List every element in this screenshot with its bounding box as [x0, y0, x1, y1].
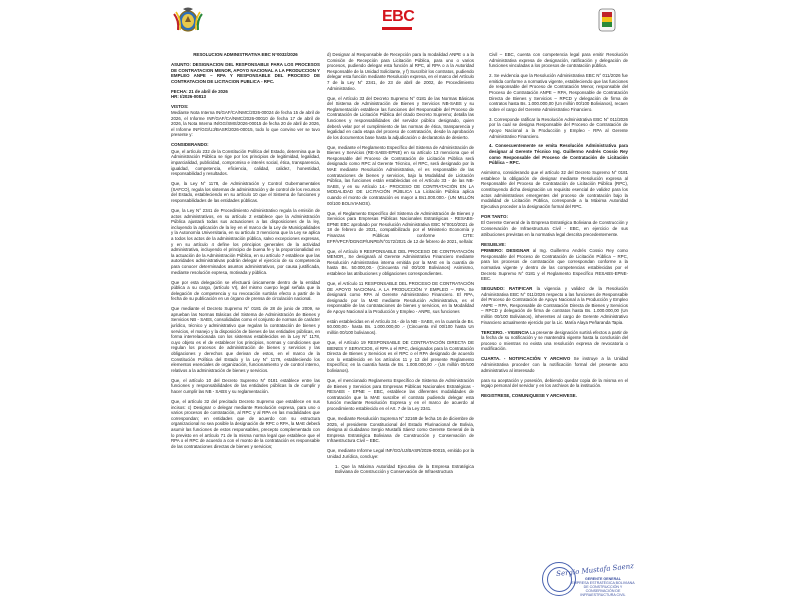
- column-1: [171, 52, 320, 454]
- body-paragraph: Que, el Artículo 11 RESPONSABLE DEL PROCESO DE CONTRATACIÓN DE APOYO NACIONAL A LA PRODUCCIÓN Y EMPLEO – RPA. Se designará como RPA al Gerente Administrativo Financiero. El RPA, designado por la MAE mediante Resolución Administrativa, es el responsable de las contrataciones de bienes y servicios, en la Modalidad de Apoyo Nacional a la Producción y Empleo - ANPE, sus funciones: [327, 280, 474, 314]
- considerando-paragraph: Que, la Ley N° 2341 de Procedimiento Administrativo regula la emisión de actos administrativos, en su artículo 2 establece que la Administración Pública ajustará todas sus actuaciones a las disposiciones de la ley, incluyendo la aplicación de la ley en el marco de la Ley de Municipalidades y la Autonomía Universitaria, en su artículo 3 menciona que la Ley se aplica a todos los actos de la administración pública, salvo excepciones expresas, y en su artículo 4 define los principios generales de la actividad administrativa, incluyendo el principio de buena fe y la proporcionalidad en la actuación de la Administración Pública, en su artículo 7 establece que las autoridades administrativas podrán delegar el ejercicio de su competencia para conocer determinados asuntos administrativos, por causa justificada, mediante resolución expresa, motivada y pública.: [171, 208, 320, 275]
- article-heading: TERCERO. - VIGENCIA: [481, 329, 529, 335]
- considerando-paragraph: Que, el artículo 32 del precitado Decreto Supremo que establece en sus incisos: c) Designar o delegar mediante Resolución expresa, para uno o varios procesos de contratación, al RPC y al RPA en las modalidades que correspondan; en entidades que de acuerdo con su estructura organizacional no sea posible la designación de RPC o RPA, la MAE deberá asumir las funciones de estos responsables, precepto complementado con lo previsto en el artículo 71 de la misma norma legal que establece que el RPA o el RPC de acuerdo a con el monto de la contratación es responsable de las contrataciones directas de bienes y servicios;: [171, 398, 320, 449]
- article-text: la vigencia y validez de la Resolución Administrativa EBC N° 011/2026 respecto a las funciones de Responsable del Proceso de Contratación de Apoyo Nacional a la Producción y Empleo ANPE – RPA, Responsable de Contratación Directa de Bienes y Servicios – RPCD y delegación de firma de contratos hasta Bs. 1.000.000,00 (Un millón 00/100 Bolivianos), inherentes al cargo de Gerente Administrativo Financiero actualmente ejercido por la Lic. María Alaya Peñaranda Tapia.: [481, 286, 629, 325]
- body-paragraph: Que, mediante Resolución Suprema N° 32169 de fecha 16 de diciembre de 2025, el presidente Constitucional del Estado Plurinacional de Bolivia, designa al ciudadano Sergio Mustafá Sáenz como Gerente General de la Empresa Estratégica Boliviana de Construcción y Conservación de Infraestructura Civil – EBC.: [327, 415, 474, 444]
- asunto: ASUNTO: DESIGNACION DEL RESPONSABLE PARA LOS PROCESOS DE CONTRATACION MENOR, APOYO NACIONAL A LA PRODUCCION Y EMPLEO ANPE – RPA Y RESPONSABLE DEL PROCESO DE CONTRATACION DE LICITACION PUBLICA - RPC.: [171, 61, 320, 84]
- body-paragraph: Que, el Artículo 19 RESPONSABLE DE CONTRATACIÓN DIRECTA DE BIENES Y SERVICIOS, el RPA o el RPC, designados para la Contratación Directa de Bienes y Servicios es el RPC o el RPA designado de acuerdo con lo establecido en los artículos 11 y 13 del presente Reglamento Específico; en la cuantía hasta de Bs. 1.000.000,00 .- (Un millón 00/100 bolivianos).: [327, 340, 474, 374]
- article-segundo: [481, 286, 628, 325]
- numbered-item: 1. Que la Máxima Autoridad Ejecutiva de la Empresa Estratégica Boliviana de Construcción y Conservación de Infraestructura: [335, 463, 474, 475]
- body-paragraph: están establecidas en el Artículo 34.- de la NB - SABS, en la cuantía de Bs. 50.000,00.- hasta Bs. 1.000.000,00 .- (Cincuenta mil 00/100 hasta Un millón 00/100 bolivianos).: [327, 318, 474, 336]
- column-2: [327, 52, 474, 479]
- body-paragraph: Que, mediante el Reglamento Específico del Sistema de Administración de Bienes y Servicios (RE-SABS-EPNE) en su artículo 13 menciona que el Responsable del Proceso de Contratación de Licitación Pública será designado como RPC al Gerente Técnico, el RPC, será designado por la MAE mediante Resolución Administrativa, el es responsable de las contrataciones de bienes y servicios, bajo la Modalidad de Licitación Pública, las funciones están establecidas en el Artículo 33 - de las NB-SABS, y en su Artículo 14.- PROCESO DE CONTRATACIÓN EN LA MODALIDAD DE LICITACIÓN PÚBLICA La Licitación Pública aplica cuando el monto de contratación es mayor a Bs1.000.000.- (UN MILLÓN 00/100 BOLIVIANOS).: [327, 144, 474, 206]
- considerando-paragraph: Que por esta delegación se efectuará únicamente dentro de la entidad pública a su cargo, (artículo VI), del mismo cuerpo legal señala que la delegación de competencia y su revocación surtirán efecto a partir de la fecha de su publicación en un órgano de prensa de circulación nacional.: [171, 279, 320, 302]
- article-text: al Ing. Guillermo Andrés Cossio Rey como Responsable del Proceso de Contratación de Licitación Pública – RPC, para los procesos de contratación que correspondan conforme a la normativa vigente y dentro de las competencias establecidas por el Decreto Supremo N° 0181 y el Reglamento Específico RESABS-EPNE-EBC.: [481, 248, 628, 282]
- body-paragraph: Que, el mencionado Reglamento Específico de Sistema de Administración de Bienes y Servicios para Empresas Públicas Nacionales Estratégicas - RESABS - EPNE – EBC, establece las diferentes modalidades de contratación que la MAE suscribe el contrato pudiendo delegar esta función mediante Resolución Expresa y en el marco de acuerdo al procedimiento establecido en el Art. 7 de la Ley 2341.: [327, 378, 474, 411]
- vistos-text: Mediante Nota Interna IN/GAF/CA/NMC/2026-00024 de fecha 15 de abril de 2026, el Informe INF/GAF/CA/NMC/2026-00010 de fecha 17 de abril de 2026, la Nota Interna IN/GG/SMS/2026-00015 de fecha 20 de abril de 2026, el Informe INF/GG/UJ/BASR/2026-00015, todo lo que convino ver se tuvo presente y:: [171, 109, 320, 138]
- numbered-item: 3. Corresponde ratificar la Resolución Administrativa EBC N° 011/2026 por la cual se designa Responsable del Proceso de Contratación de Apoyo Nacional a la Producción y Empleo - RPA al Gerente Administrativo Financiero.: [489, 116, 628, 139]
- ebc-logo-text: EBC: [382, 8, 415, 25]
- closing-line: REGISTRESE, COMUNIQUESE Y ARCHIVESE.: [481, 393, 577, 399]
- numbered-item: 4. Consecuentemente se emita Resolución Administrativa para designar al Gerente Técnico Ing. Guillermo Andrés Cossio Rey como Responsable del Proceso de Contratación de Licitación Pública – RPC.: [489, 143, 628, 166]
- bolivia-coat-of-arms-icon: [170, 6, 206, 36]
- article-tercero: [481, 330, 628, 352]
- body-paragraph: Que, mediante Informe Legal INF/GG/UJ/BASR/2026-00015, emitido por la Unidad Jurídica, concluye:: [327, 448, 474, 459]
- signature-name: Sergio Mustafa Saenz: [555, 562, 635, 579]
- body-paragraph: Que, el Artículo 9 RESPONSABLE DEL PROCESO DE CONTRATACIÓN MENOR,, Se designará al Gerente Administrativo Financiero mediante Resolución Administrativa interna emitida por la MAE en la cuantía de hasta Bs. 50.000,00.- (Cincuenta mil 00/100 Bolivianos) Asimismo, establece las atribuciones y obligaciones correspondientes.: [327, 248, 474, 276]
- considerando-paragraph: Que, el artículo 232 de la Constitución Política del Estado, determina que la Administración Pública se rige por los principios de legitimidad, legalidad, imparcialidad, publicidad, compromiso e interés social, ética, transparencia, igualdad, competencia, eficiencia, calidad, calidez, honestidad, responsabilidad y resultados.: [171, 148, 320, 177]
- article-primero: [481, 248, 628, 282]
- ebc-emblem-icon: [596, 6, 618, 36]
- por-tanto-heading: POR TANTO:: [481, 213, 508, 219]
- numbered-item: 2. Se evidencia que la Resolución Administrativa EBC N° 011/2026 fue emitida conforme a normativa vigente, estableciendo que las funciones de responsable del Proceso de Contratación Menor, responsable del Proceso de Contratación ANPE – RPA, Responsable de Contratación Directa de Bienes y Servicios – RPCD y delegación de firma de contratos hasta Bs. 1.000.000,00 (Un millón 00/100 Bolivianos), recaen sobre el cargo del Gerente Administrativo Financiero.: [489, 73, 628, 112]
- body-paragraph: Que, el Artículo 33 del Decreto Supremo N° 0181 de las Normas Básicas del Sistema de Administración de Bienes y Servicios NB-SABS y su Reglamentación establece las funciones del Responsable del Proceso de Contratación de Licitación Pública del citado Decreto Supremo; detalla las funciones y responsabilidades del servidor público designado, quien deberá velar por el cumplimiento de las normas de ética, transparencia y legalidad en cada etapa del proceso de contratación, desde la aprobación de los documentos base hasta la adjudicación o declaratoria de desierto.: [327, 95, 474, 140]
- article-heading: PRIMERO: DESIGNAR: [481, 248, 530, 254]
- ebc-logo-bar: [382, 27, 412, 30]
- hoja-de-ruta: HR: I/2026-00813: [171, 94, 206, 100]
- considerando-paragraph: Que mediante el Decreto Supremo N° 0181 de 28 de junio de 2009, se aprueban las Normas Básicas del Sistema de Administración de Bienes y Servicios NB - SABS, consolidadas como el conjunto de normas de carácter jurídico, técnico y administrativo que regulan la contratación de bienes y servicios, el manejo y la disposición de bienes de las entidades públicas, en forma interrelacionada con los sistemas establecidos en la Ley N° 1178, cuyo objeto es el de establecer los principios, normas y condiciones que regulan los procesos de administración de bienes y servicios y las obligaciones y derechos que derivan de estos, en el marco de la Constitución Política del Estado y la Ley N° 1178, estableciendo los elementos esenciales de organización, funcionamiento y de control interno, relativos a la administración de bienes y servicios.: [171, 306, 320, 373]
- ebc-logo: [382, 8, 414, 38]
- resuelve-heading: RESUELVE:: [481, 241, 506, 247]
- article-heading: CUARTA. - NOTIFICACIÓN Y ARCHIVO: [481, 356, 571, 362]
- considerando-heading: CONSIDERANDO:: [171, 142, 209, 148]
- article-cuarto: [481, 356, 628, 373]
- signature-title-line: EMPRESA ESTRATÉGICA BOLIVIANA DE CONSTRUCCIÓN Y: [571, 581, 635, 589]
- signature-title-line: CONSERVACIÓN DE INFRAESTRUCTURA CIVIL: [580, 589, 626, 597]
- signature-title-line: GERENTE GENERAL: [585, 577, 621, 581]
- body-paragraph: Que, el Reglamento Específico del Sistema de Administración de Bienes y Servicios para Empresas Públicas Nacionales Estratégicas - RESABS-EPNE EBC aprobado por Resolución Administrativa EBC N°0010/2021 de 18 de febrero de 2021, compatibilizado por el Ministerio Economía y Finanzas Públicas conforme CITE: EFP/VPCF/DGNGP/UNPE/N°0172/2021 de 12 de febrero de 2021, señala:: [327, 210, 474, 244]
- body-paragraph: para su aceptación y posesión, debiendo quedar copia de la misma en el legajo personal del servidor y en los archivos de la institución.: [481, 377, 628, 389]
- body-paragraph: d) Designar al Responsable de Recepción para la modalidad ANPE o a la Comisión de Recepción para Licitación Pública, para uno o varios procesos, pudiendo delegar esta función al RPC, al RPA o a la Autoridad Responsable de la Unidad Solicitante, y f) Suscribir los contratos, pudiendo delegar esta función mediante Resolución expresa, en el marco del Artículo 7 de la Ley N° 2341, de 23 de abril de 2002, de Procedimiento Administrativo.: [327, 52, 474, 91]
- numbered-item: Civil – EBC, cuenta con competencia legal para emitir Resolución Administrativa expresa de designación, ratificación y delegación de funciones vinculadas a los procesos de contratación pública.: [489, 52, 628, 69]
- considerando-paragraph: Que, el artículo 10 del Decreto Supremo N° 0181 establece entre las funciones y responsabilidades de las entidades públicas la de cumplir y hacer cumplir las NB - SABS y su reglamentación.: [171, 377, 320, 394]
- body-paragraph: El Gerente General de la Empresa Estratégica Boliviana de Construcción y Conservación de Infraestructura Civil - EBC, en ejercicio de sus atribuciones previstas en la normativa legal descrita precedentemente.: [481, 220, 628, 237]
- resolution-title: RESOLUCION ADMINISTRATIVA EBC N°0032/2026: [193, 52, 298, 57]
- column-3: [481, 52, 628, 403]
- article-text: La presente designación surtirá efectos a partir de la fecha de su notificación y se mantendrá vigente hasta la conclusión del proceso o mientras no exista una resolución expresa de revocatoria o modificación.: [481, 329, 629, 352]
- signature-title: [570, 577, 636, 597]
- body-paragraph: Asimismo, considerando que el artículo 32 del Decreto Supremo N° 0181 establece la obligación de designar mediante Resolución expresa al Responsable del Proceso de Contratación de Licitación Pública (RPC), constituyendo dicha designación un requisito esencial de validez para los actos administrativos emergentes del proceso de contratación bajo la modalidad de Licitación Pública, corresponde a la Máxima Autoridad Ejecutiva proceder a la designación formal del RPC.: [481, 170, 628, 209]
- considerando-paragraph: Que, la Ley N° 1178, de Administración y Control Gubernamentales (SAFCO), regula los sistemas de administración y de control de los recursos del Estado, estableciendo en su artículo 10 que el Sistema de funciones y responsabilidades de las entidades públicas.: [171, 181, 320, 204]
- article-text: Se instruye a la Unidad Administrativa proceder con la notificación formal del presente acto administrativo al interesado: [481, 356, 628, 373]
- article-heading: SEGUNDO: RATIFICAR: [481, 286, 533, 292]
- vistos-heading: VISTOS:: [171, 104, 189, 110]
- fecha: FECHA: 21 de abril de 2026: [171, 88, 228, 94]
